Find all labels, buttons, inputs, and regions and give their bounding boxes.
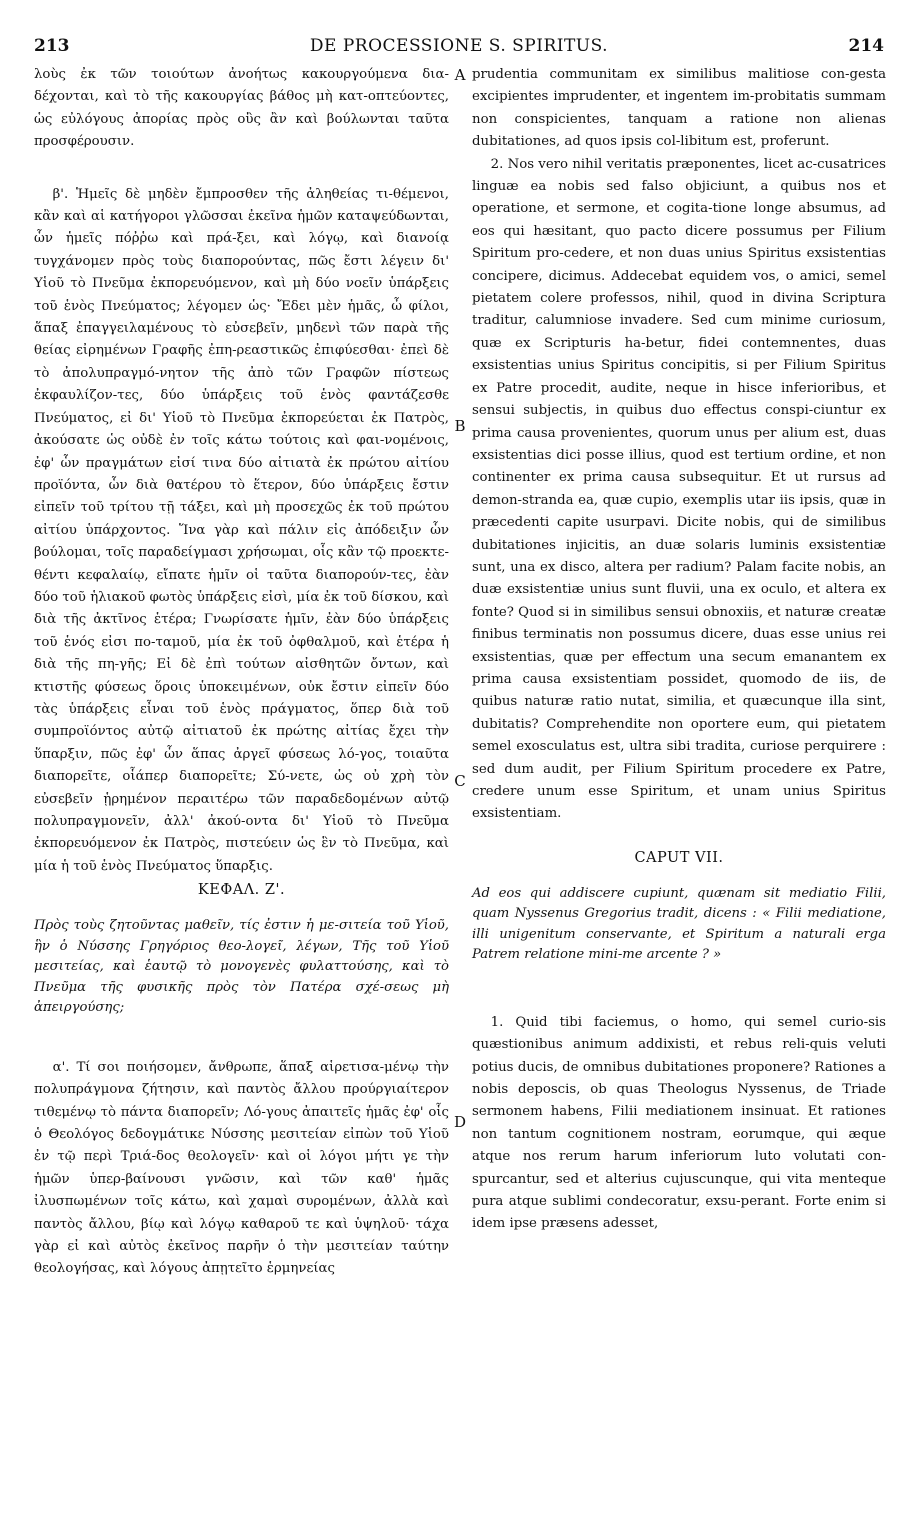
margin-marker-a: A [454, 66, 466, 84]
greek-intro-paragraph: λοὺς ἐκ τῶν τοιούτων ἀνοήτως κακουργούμενα δια-δέχονται, καὶ τὸ τῆς κακουργίας βάθος μὴ κατ-οπτεύοντες, ὡς εὐλόγους ἀπορίας πρὸς οὓς ἂν καὶ βούλωνται ταῦτα προσφέρουσιν. [34, 67, 449, 150]
margin-marker-b: B [454, 417, 466, 435]
running-title: DE PROCESSIONE S. SPIRITUS. [309, 36, 609, 56]
latin-chapter-paragraph-1: 1. Quid tibi faciemus, o homo, qui semel curio-sis quæstionibus animum addixisti, et rebus reli-quis veluti potius ducis, de omnibus dubitationes proponere? Rationes a nobis deposcis, ob quas Theologus Nyssenus, de Triade sermonem habens, Filii mediationem insinuat. Et rationes non tantum cognitionem nostram, eorumque, qui æque atque nos rerum harum inferiorum luto volutati con-spurcantur, sed et alterius cujuscunque, qui vita menteque pura atque sublimi condecoratur, exsu-perant. Forte enim si idem ipse præsens adesset, [472, 1014, 886, 1232]
latin-column [472, 64, 886, 1236]
greek-chapter-subtitle: Πρὸς τοὺς ζητοῦντας μαθεῖν, τίς ἐστιν ἡ με-σιτεία τοῦ Υἱοῦ, ἣν ὁ Νύσσης Γρηγόριος θεο-λογεῖ, λέγων, Τῆς τοῦ Υἱοῦ μεσιτείας, καὶ ἑαυτῷ τὸ μονογενὲς φυλαττούσης, καὶ τὸ Πνεῦμα τῆς φυσικῆς πρὸς τὸν Πατέρα σχέ-σεως μὴ ἀπειργούσης; [34, 918, 449, 1016]
latin-chapter-heading: CAPUT VII. [634, 849, 724, 866]
latin-chapter-subtitle: Ad eos qui addiscere cupiunt, quænam sit mediatio Filii, quam Nyssenus Gregorius tradit, dicens : « Filii mediatione, illi unigenitum conservante, et Spiritum a naturali erga Patrem relatione mini-me arcente ? » [472, 885, 886, 963]
greek-chapter-heading: ΚΕΦΑΛ. Ζ'. [197, 882, 286, 899]
margin-marker-c: C [454, 772, 466, 790]
page-number-right: 214 [848, 36, 884, 56]
page-number-left: 213 [34, 36, 70, 56]
greek-chapter-paragraph-1: α'. Τί σοι ποιήσομεν, ἄνθρωπε, ἅπαξ αἱρετισα-μένῳ τὴν πολυπράγμονα ζήτησιν, καὶ παντὸς ἄλλου προύργιαίτερον τιθεμένῳ τὸ πάντα διαπορεῖν; Λό-γους ἀπαιτεῖς ἡμᾶς ἐφ' οἷς ὁ Θεολόγος δεδογμάτικε Νύσσης μεσιτείαν εἰπὼν τοῦ Υἱοῦ ἐν τῷ περὶ Τριά-δος θεολογεῖν· καὶ οἱ λόγοι μήτι γε τὴν ἡμῶν ὑπερ-βαίνουσι γνῶσιν, καὶ τῶν καθ' ἡμᾶς ἰλυσπωμένων τοῖς κάτω, καὶ χαμαὶ συρομένων, ἀλλὰ καὶ παντὸς ἄλλου, βίῳ καὶ λόγῳ καθαροῦ τε καὶ ὑψηλοῦ· τάχα γὰρ εἰ καὶ αὐτὸς ἐκεῖνος παρῆν ὁ τὴν μεσιτείαν ταύτην θεολογήσας, καὶ λόγους ἀπῃτεῖτο ἑρμηνείας [34, 1059, 449, 1277]
greek-column [34, 64, 449, 1281]
latin-paragraph-2: 2. Nos vero nihil veritatis præponentes, licet ac-cusatrices linguæ ea nobis sed falso objiciunt, a quibus nos et operatione, et sermone, et cogita-tione longe absumus, ad eos qui hæsitant, quo pacto dicere possumus per Filium Spiritum pro-cedere, et non duas unius Spiritus exsistentias concipere, dicimus. Addecebat equidem vos, o amici, semel pietatem colere professos, nihil, quod in divina Scriptura traditur, calumniose invadere. Sed cum minime curiosum, quæ ex Scripturis ha-betur, fidei contemnentes, duas exsistentias unius Spiritus concipitis, si per Filium Spiritus ex Patre procedit, audite, neque in hisce inferioribus, et sensui subjectis, in quibus duo effectus conspi-ciuntur ex prima causa provenientes, quorum unus per alium est, duas exsistentias dici posse illius, quod est tertium ordine, et non continenter ex prima causa subsequitur. Et ut rursus ad demon-stranda ea, quæ cupio, exemplis utar iis ipsis, quæ in præcedenti capite usurpavi. Dicite nobis, qui de similibus dubitationes injicitis, an duæ solaris luminis exsistentiæ sunt, una ex disco, altera per radium? Palam facite nobis, an duæ exsistentiæ unius sunt fluvii, una ex oculo, et altera ex fonte? Quod si in similibus sensui obnoxiis, et naturæ creatæ finibus terminatis non possumus dicere, duas esse unius rei exsistentias, quæ per effectum una secum emanantem ex prima causa exsistentiam possidet, quomodo de iis, de quibus naturæ ratio nutat, similia, et quæcunque illa sint, dubitatis? Comprehendite non oportere eum, qui pietatem semel exosculatus est, ultra sibi tradita, curiose perquirere : sed dum audit, per Filium Spiritum procedere ex Patre, credere unum esse Spiritum, et unam unius Spiritus exsistentiam. [472, 156, 886, 822]
greek-paragraph-2: β'. Ἡμεῖς δὲ μηδὲν ἔμπροσθεν τῆς ἀληθείας τι-θέμενοι, κἂν καὶ αἱ κατήγοροι γλῶσσαι ἐκεῖνα ἡμῶν καταψεύδωνται, ὧν ἡμεῖς πόῤῥω καὶ πρά-ξει, καὶ λόγῳ, καὶ διανοίᾳ τυγχάνομεν πρὸς τοὺς διαπορούντας, πῶς ἔστι λέγειν δι' Υἱοῦ τὸ Πνεῦμα ἐκπορευόμενον, καὶ μὴ δύο νοεῖν ὑπάρξεις τοῦ ἑνὸς Πνεύματος; λέγομεν ὡς· Ἔδει μὲν ἡμᾶς, ὦ φίλοι, ἅπαξ ἐπαγγειλαμένους τὸ εὐσεβεῖν, μηδενὶ τῶν παρὰ τῆς θείας εἰρημένων Γραφῆς ἐπη-ρεαστικῶς ἐπιφύεσθαι· ἐπεὶ δὲ τὸ ἀπολυπραγμό-νητον τῆς ἀπὸ τῶν Γραφῶν πίστεως ἐκφαυλίζον-τες, δύο ὑπάρξεις τοῦ ἑνὸς φαντάζεσθε Πνεύματος, εἰ δι' Υἱοῦ τὸ Πνεῦμα ἐκπορεύεται ἐκ Πατρὸς, ἀκούσατε ὡς οὐδὲ ἐν τοῖς κάτω τούτοις καὶ φαι-νομένοις, ἐφ' ὧν πραγμάτων εἰσί τινα δύο αἰτιατὰ ἐκ πρώτου αἰτίου προϊόντα, ὧν διὰ θατέρου τὸ ἕτερον, δύο ὑπάρξεις ἔστιν εἰπεῖν τοῦ τρίτου τῇ τάξει, καὶ μὴ προσεχῶς ἐκ τοῦ πρώτου αἰτίου ὑπάρχοντος. Ἵνα γὰρ καὶ πάλιν εἰς ἀπόδειξιν ὧν βούλομαι, τοῖς παραδείγμασι χρήσωμαι, οἷς κἂν τῷ προεκτε-θέντι κεφαλαίῳ, εἴπατε ἡμῖν οἱ ταῦτα διαπορούν-τες, ἐὰν δύο τοῦ ἡλιακοῦ φωτὸς ὑπάρξεις εἰσὶ, μία ἐκ τοῦ δίσκου, καὶ διὰ τῆς ἀκτῖνος ἑτέρα; Γνωρίσατε ἡμῖν, ἐὰν δύο ὑπάρξεις τοῦ ἑνός εἰσι πο-ταμοῦ, μία ἐκ τοῦ ὀφθαλμοῦ, καὶ ἑτέρα ἡ διὰ τῆς πη-γῆς; Εἰ δὲ ἐπὶ τούτων αἰσθητῶν ὄντων, καὶ κτιστῆς φύσεως ὅροις ὑποκειμένων, οὐκ ἔστιν εἰπεῖν δύο τὰς ὑπάρξεις εἶναι τοῦ ἑνὸς πράγματος, ὅπερ διὰ τοῦ συμπροϊόντος αὐτῷ αἰτιατοῦ ἐκ πρώτης αἰτίας ἔχει τὴν ὕπαρξιν, πῶς ἐφ' ὧν ἅπας ἀργεῖ φύσεως λό-γος, τοιαῦτα διαπορεῖτε, οἷάπερ διαπορεῖτε; Σύ-νετε, ὡς οὐ χρὴ τὸν εὐσεβεῖν ᾑρημένον περαιτέρω τῶν παραδεδομένων αὐτῷ πολυπραγμονεῖν, ἀλλ' ἀκού-οντα δι' Υἱοῦ τὸ Πνεῦμα ἐκπορευόμενον ἐκ Πατρὸς, πιστεύειν ὡς ἓν τὸ Πνεῦμα, καὶ μία ἡ τοῦ ἑνὸς Πνεύματος ὕπαρξις. [34, 186, 449, 874]
running-header [34, 36, 884, 60]
margin-marker-d: D [453, 1113, 467, 1131]
latin-intro-paragraph: prudentia communitam ex similibus malitiose con-gesta excipientes imprudenter, et ingentem im-probitatis summam non conspicientes, tanquam a ratione non alienas dubitationes, ad quos ipsis col-libitum est, proferunt. [472, 67, 886, 150]
